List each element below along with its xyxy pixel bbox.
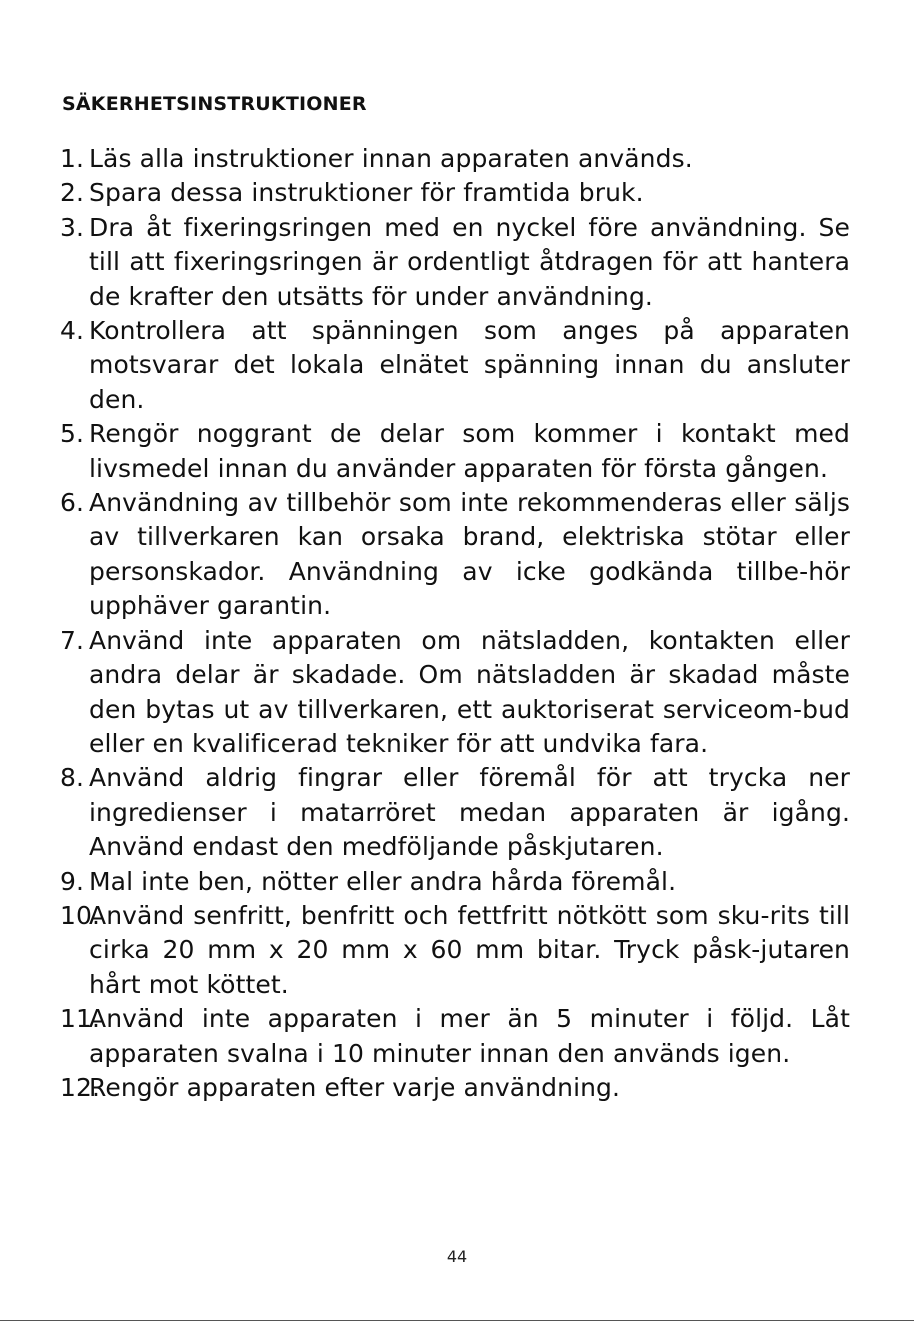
item-text: Användning av tillbehör som inte rekommenderas eller säljs av tillverkaren kan orsaka brand, elektriska stötar eller personskador. Användning av icke godkända tillbe-hör upphäver garantin. — [89, 488, 850, 621]
item-text: Använd inte apparaten i mer än 5 minuter i följd. Låt apparaten svalna i 10 minuter innan den används igen. — [89, 1004, 850, 1068]
list-item — [60, 142, 850, 176]
item-text: Läs alla instruktioner innan apparaten används. — [89, 144, 693, 173]
item-number: 7. — [60, 625, 85, 655]
item-text: Använd senfritt, benfritt och fettfritt nötkött som sku-rits till cirka 20 mm x 20 mm x 60 mm bitar. Tryck påsk-jutaren hårt mot köttet. — [89, 900, 850, 999]
item-number: 6. — [60, 488, 85, 518]
list-item — [60, 865, 850, 899]
item-number: 3. — [60, 212, 85, 242]
list-item — [60, 176, 850, 210]
list-item — [60, 624, 850, 762]
list-item — [60, 1071, 850, 1105]
safety-instruction-list — [60, 142, 850, 1105]
item-text: Mal inte ben, nötter eller andra hårda föremål. — [89, 866, 677, 896]
item-text: Kontrollera att spänningen som anges på apparaten motsvarar det lokala elnätet spänning innan du ansluter den. — [89, 316, 850, 414]
item-text: Använd inte apparaten om nätsladden, kontakten eller andra delar är skadade. Om nätsladden är skadad måste den bytas ut av tillverkaren, ett auktoriserat serviceom-bud eller en kvalificerad tekniker för att undvika fara. — [89, 625, 850, 758]
item-number: 5. — [60, 419, 85, 449]
item-number: 9. — [60, 866, 85, 896]
item-number: 8. — [60, 763, 85, 793]
list-item — [60, 761, 850, 864]
page-number: 44 — [446, 1247, 468, 1266]
item-number: 12. — [60, 1072, 101, 1102]
page-bottom-border — [0, 1320, 914, 1321]
item-text: Rengör apparaten efter varje användning. — [89, 1072, 621, 1102]
item-number: 4. — [60, 316, 85, 346]
section-heading: SÄKERHETSINSTRUKTIONER — [62, 93, 367, 115]
item-number: 1. — [60, 144, 85, 173]
item-text: Rengör noggrant de delar som kommer i kontakt med livsmedel innan du använder apparaten för första gången. — [89, 419, 850, 483]
list-item — [60, 899, 850, 1002]
item-number: 2. — [60, 178, 85, 208]
item-text: Spara dessa instruktioner för framtida bruk. — [89, 178, 644, 208]
item-number: 11. — [60, 1004, 101, 1034]
item-text: Använd aldrig fingrar eller föremål för att trycka ner ingredienser i matarröret medan apparaten är igång. Använd endast den medföljande påskjutaren. — [89, 763, 850, 862]
list-item — [60, 486, 850, 624]
list-item — [60, 211, 850, 314]
list-item — [60, 314, 850, 417]
item-text: Dra åt fixeringsringen med en nyckel före användning. Se till att fixeringsringen är ordentligt åtdragen för att hantera de krafter den utsätts för under användning. — [89, 212, 850, 311]
list-item — [60, 417, 850, 486]
item-number: 10. — [60, 900, 101, 930]
list-item — [60, 1002, 850, 1071]
